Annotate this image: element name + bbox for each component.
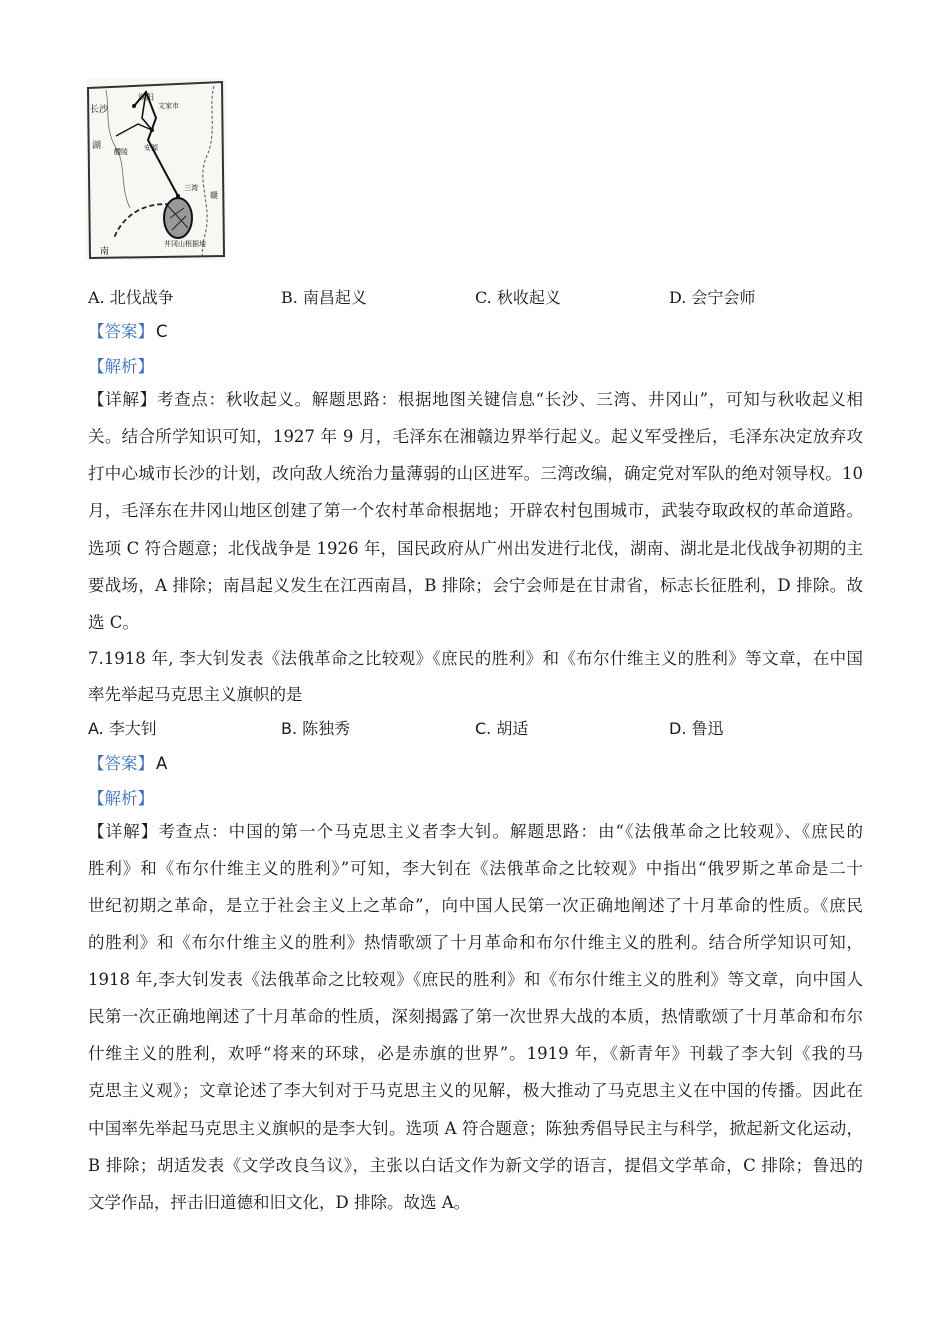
q6-answer bbox=[88, 321, 168, 343]
map-label-changsha: 长沙 bbox=[90, 105, 109, 115]
q7-detail-line-7: 什维主义的胜利，欢呼“将来的环球，必是赤旗的世界”。1919 年，《新青年》刊载了李大钊《我的马 bbox=[88, 1044, 863, 1063]
q7-answer bbox=[88, 753, 167, 775]
map-label-sanwan: 三湾 bbox=[184, 184, 198, 192]
q7-answer-value: A bbox=[156, 754, 168, 773]
q7-option-b: B. 陈独秀 bbox=[281, 719, 351, 738]
q7-detail-line-4: 的胜利》和《布尔什维主义的胜利》热情歌颂了十月革命和布尔什维主义的胜利。结合所学知识可知， bbox=[88, 933, 863, 952]
map-label-jinggangshan: 井冈山根据地 bbox=[164, 240, 206, 248]
q6-detail-text-1: 考查点：秋收起义。解题思路：根据地图关键信息“长沙、三湾、井冈山”，可知与秋收起义相 bbox=[156, 390, 863, 409]
q7-detail-line-6: 民第一次正确地阐述了十月革命的性质，深刻揭露了第一次世界大战的本质，热情歌颂了十月革命和布尔 bbox=[88, 1007, 863, 1026]
q7-detail-line-3: 世纪初期之革命，是立于社会主义上之革命”，向中国人民第一次正确地阐述了十月革命的性质。《庶民 bbox=[88, 896, 863, 915]
q7-detail-line-8: 克思主义观》；文章论述了李大钊对于马克思主义的见解，极大推动了马克思主义在中国的传播。因此在 bbox=[88, 1081, 863, 1100]
map-label-hunan-1: 湖 bbox=[92, 141, 102, 151]
map-label-anyuan: 安源 bbox=[144, 144, 158, 152]
q6-detail-line-2: 关。结合所学知识可知，1927 年 9 月，毛泽东在湘赣边界举行起义。起义军受挫后，毛泽东决定放弃攻 bbox=[88, 427, 863, 446]
q7-detail-line-1 bbox=[88, 821, 863, 843]
map-label-liuyang: 浏阳 bbox=[138, 93, 154, 102]
q7-option-d: D. 鲁迅 bbox=[669, 719, 724, 738]
autumn-harvest-uprising-map bbox=[86, 78, 226, 260]
q6-answer-tag: 【答案】 bbox=[88, 322, 154, 341]
q7-stem-line-2: 率先举起马克思主义旗帜的是 bbox=[88, 685, 303, 704]
q6-option-b: B. 南昌起义 bbox=[281, 288, 367, 307]
q7-option-c: C. 胡适 bbox=[475, 719, 529, 738]
q7-detail-line-9: 中国率先举起马克思主义旗帜的是李大钊。选项 A 符合题意；陈独秀倡导民主与科学，掀起新文化运动， bbox=[88, 1119, 863, 1138]
q7-option-a: A. 李大钊 bbox=[88, 719, 157, 738]
map-label-hunan-2: 南 bbox=[100, 247, 110, 257]
q6-option-c: C. 秋收起义 bbox=[475, 288, 561, 307]
map-label-wenjiashi: 文家市 bbox=[158, 102, 179, 110]
map-label-liling: 醴陵 bbox=[114, 148, 128, 156]
q7-stem-line-1: 7.1918 年, 李大钊发表《法俄革命之比较观》《庶民的胜利》和《布尔什维主义的胜利》等文章，在中国 bbox=[88, 649, 863, 668]
q7-detail-tag: 【详解】 bbox=[88, 822, 159, 841]
map-label-jiangxi: 赣 bbox=[210, 191, 218, 200]
q7-detail-line-11: 文学作品，抨击旧道德和旧文化，D 排除。故选 A。 bbox=[88, 1193, 471, 1212]
q7-answer-tag: 【答案】 bbox=[88, 754, 154, 773]
q7-detail-line-10: B 排除；胡适发表《文学改良刍议》，主张以白话文作为新文学的语言，提倡文学革命，C 排除；鲁迅的 bbox=[88, 1156, 863, 1175]
q7-analysis-tag: 【解析】 bbox=[88, 789, 154, 808]
q6-option-a: A. 北伐战争 bbox=[88, 288, 174, 307]
q7-detail-line-2: 胜利》和《布尔什维主义的胜利》”可知，李大钊在《法俄革命之比较观》中指出“俄罗斯之革命是二十 bbox=[88, 859, 863, 878]
q6-detail-line-3: 打中心城市长沙的计划，改向敌人统治力量薄弱的山区进军。三湾改编，确定党对军队的绝对领导权。10 bbox=[88, 464, 863, 483]
q6-detail-line-6: 要战场，A 排除；南昌起义发生在江西南昌，B 排除；会宁会师是在甘肃省，标志长征胜利，D 排除。故 bbox=[88, 576, 863, 595]
q6-detail-line-5: 选项 C 符合题意；北伐战争是 1926 年，国民政府从广州出发进行北伐，湖南、湖北是北伐战争初期的主 bbox=[88, 539, 863, 558]
q6-analysis-tag: 【解析】 bbox=[88, 357, 154, 376]
q6-detail-line-1 bbox=[88, 389, 863, 411]
q6-detail-tag: 【详解】 bbox=[88, 390, 157, 409]
q6-option-d: D. 会宁会师 bbox=[669, 288, 756, 307]
q6-detail-line-4: 月，毛泽东在井冈山地区创建了第一个农村革命根据地；开辟农村包围城市，武装夺取政权的革命道路。 bbox=[88, 501, 863, 520]
q7-detail-text-1: 考查点：中国的第一个马克思主义者李大钊。解题思路：由“《法俄革命之比较观》、《庶民的 bbox=[158, 822, 864, 841]
q7-detail-line-5: 1918 年,李大钊发表《法俄革命之比较观》《庶民的胜利》和《布尔什维主义的胜利》等文章，向中国人 bbox=[88, 970, 863, 989]
q6-answer-value: C bbox=[156, 322, 168, 341]
q6-detail-line-7: 选 C。 bbox=[88, 613, 139, 632]
